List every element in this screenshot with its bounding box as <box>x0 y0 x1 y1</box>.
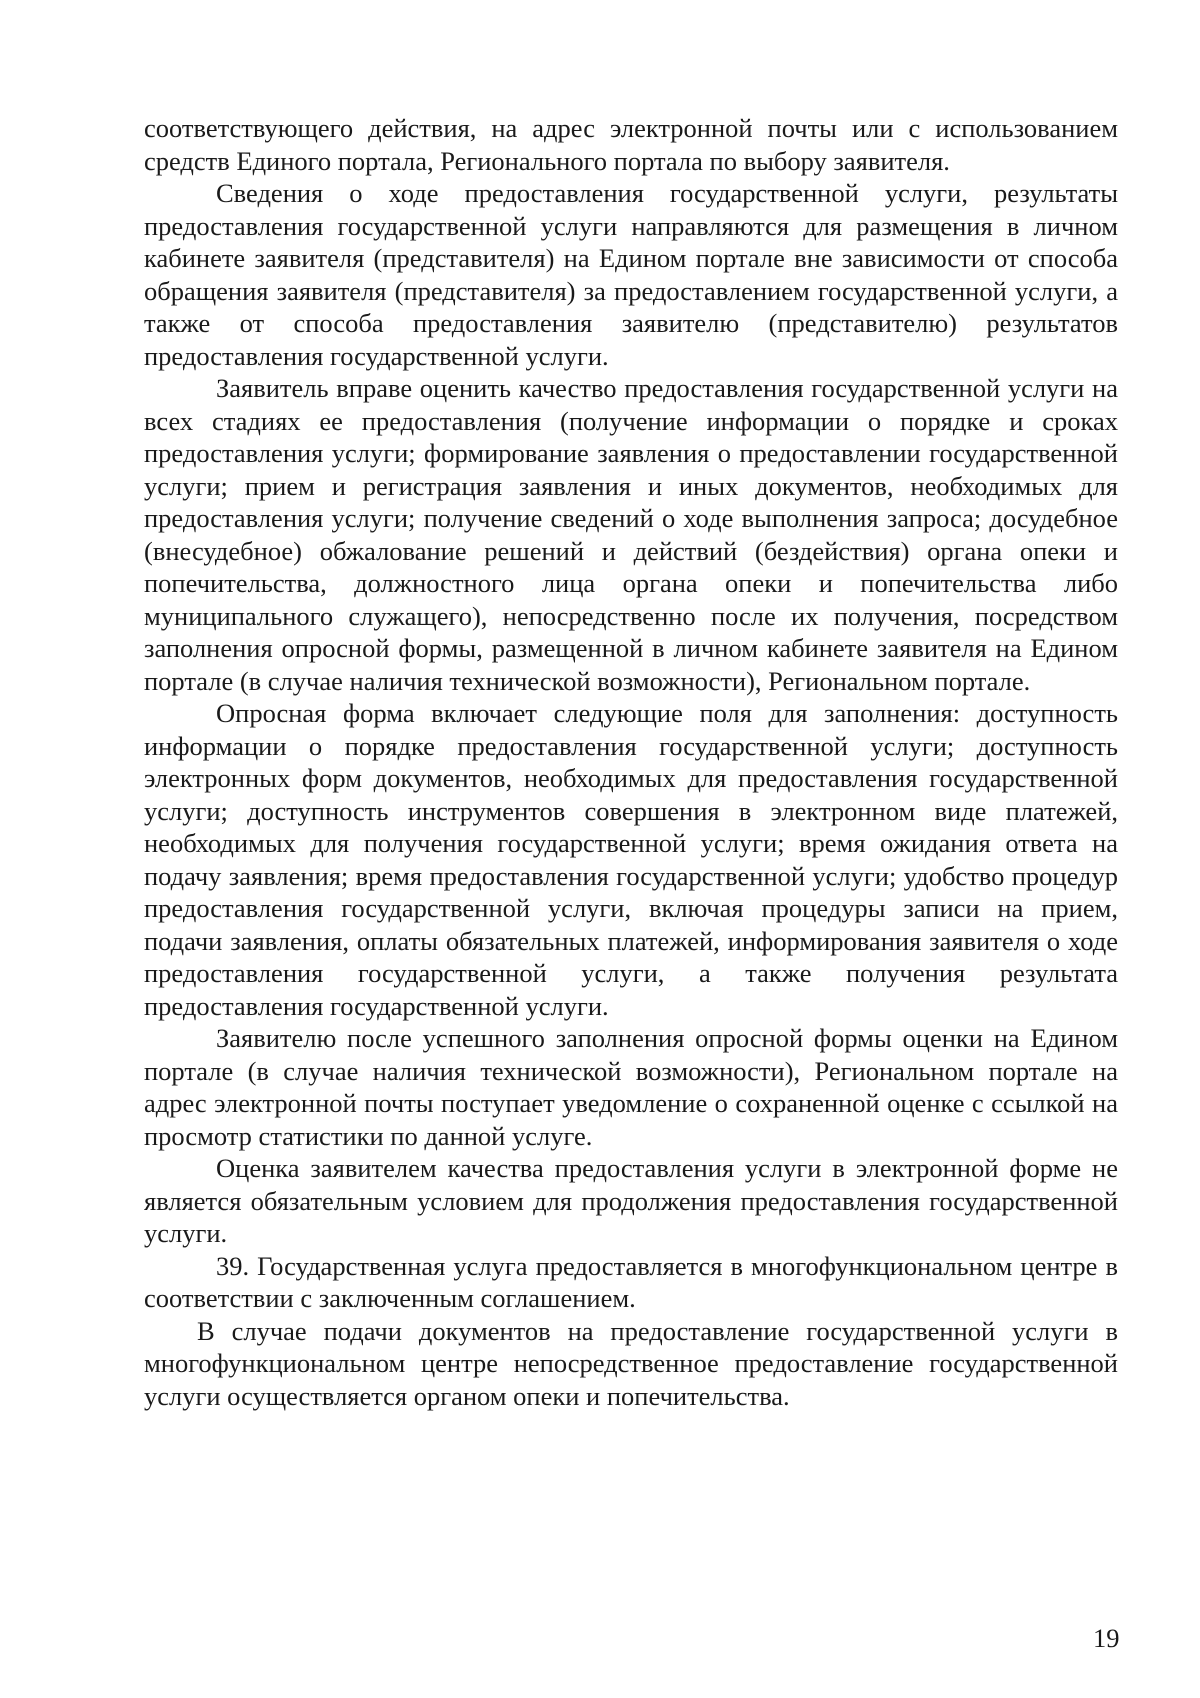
paragraph-mfc-submission: В случае подачи документов на предоставление государственной услуги в многофункциональном центре непосредственное предоставление государственной услуги осуществляется органом опеки и попечительства. <box>144 1315 1118 1411</box>
paragraph-notification: Заявителю после успешного заполнения опросной формы оценки на Едином портале (в случае наличия технической возможности), Региональном портале на адрес электронной почты поступает уведомление о сохраненной оценке с ссылкой на просмотр статистики по данной услуге. <box>144 1023 1118 1151</box>
paragraph-survey-form: Опросная форма включает следующие поля для заполнения: доступность информации о порядке предоставления государственной услуги; доступность электронных форм документов, необходимых для предоставления государственной услуги; доступность инструментов совершения в электронном виде платежей, необходимых для получения государственной услуги; время ожидания ответа на подачу заявления; время предоставления государственной услуги; удобство процедур предоставления государственной услуги, включая процедуры записи на прием, подачи заявления, оплаты обязательных платежей, информирования заявителя о ходе предоставления государственной услуги, а также получения результата предоставления государственной услуги. <box>144 698 1118 1021</box>
paragraph-item-39: 39. Государственная услуга предоставляется в многофункциональном центре в соответствии с заключенным соглашением. <box>144 1250 1118 1313</box>
paragraph-continuation: соответствующего действия, на адрес электронной почты или с использованием средств Единого портала, Регионального портала по выбору заявителя. <box>144 113 1118 176</box>
paragraph-optional-evaluation: Оценка заявителем качества предоставления услуги в электронной форме не является обязательным условием для продолжения предоставления государственной услуги. <box>144 1153 1118 1248</box>
paragraph-quality-evaluation: Заявитель вправе оценить качество предоставления государственной услуги на всех стадиях ее предоставления (получение информации о порядке и сроках предоставления услуги; формирование заявления о предоставлении государственной услуги; прием и регистрация заявления и иных документов, необходимых для предоставления услуги; получение сведений о ходе выполнения запроса; досудебное (внесудебное) обжалование решений и действий (бездействия) органа опеки и попечительства, должностного лица органа опеки и попечительства либо муниципального служащего), непосредственно после их получения, посредством заполнения опросной формы, размещенной в личном кабинете заявителя на Едином портале (в случае наличия технической возможности), Региональном портале. <box>144 373 1118 696</box>
page-number: 19 <box>1093 1623 1120 1653</box>
paragraph-service-status: Сведения о ходе предоставления государственной услуги, результаты предоставления государственной услуги направляются для размещения в личном кабинете заявителя (представителя) на Едином портале вне зависимости от способа обращения заявителя (представителя) за предоставлением государственной услуги, а также от способа предоставления заявителю (представителю) результатов предоставления государственной услуги. <box>144 178 1118 371</box>
document-body <box>144 112 1118 1412</box>
